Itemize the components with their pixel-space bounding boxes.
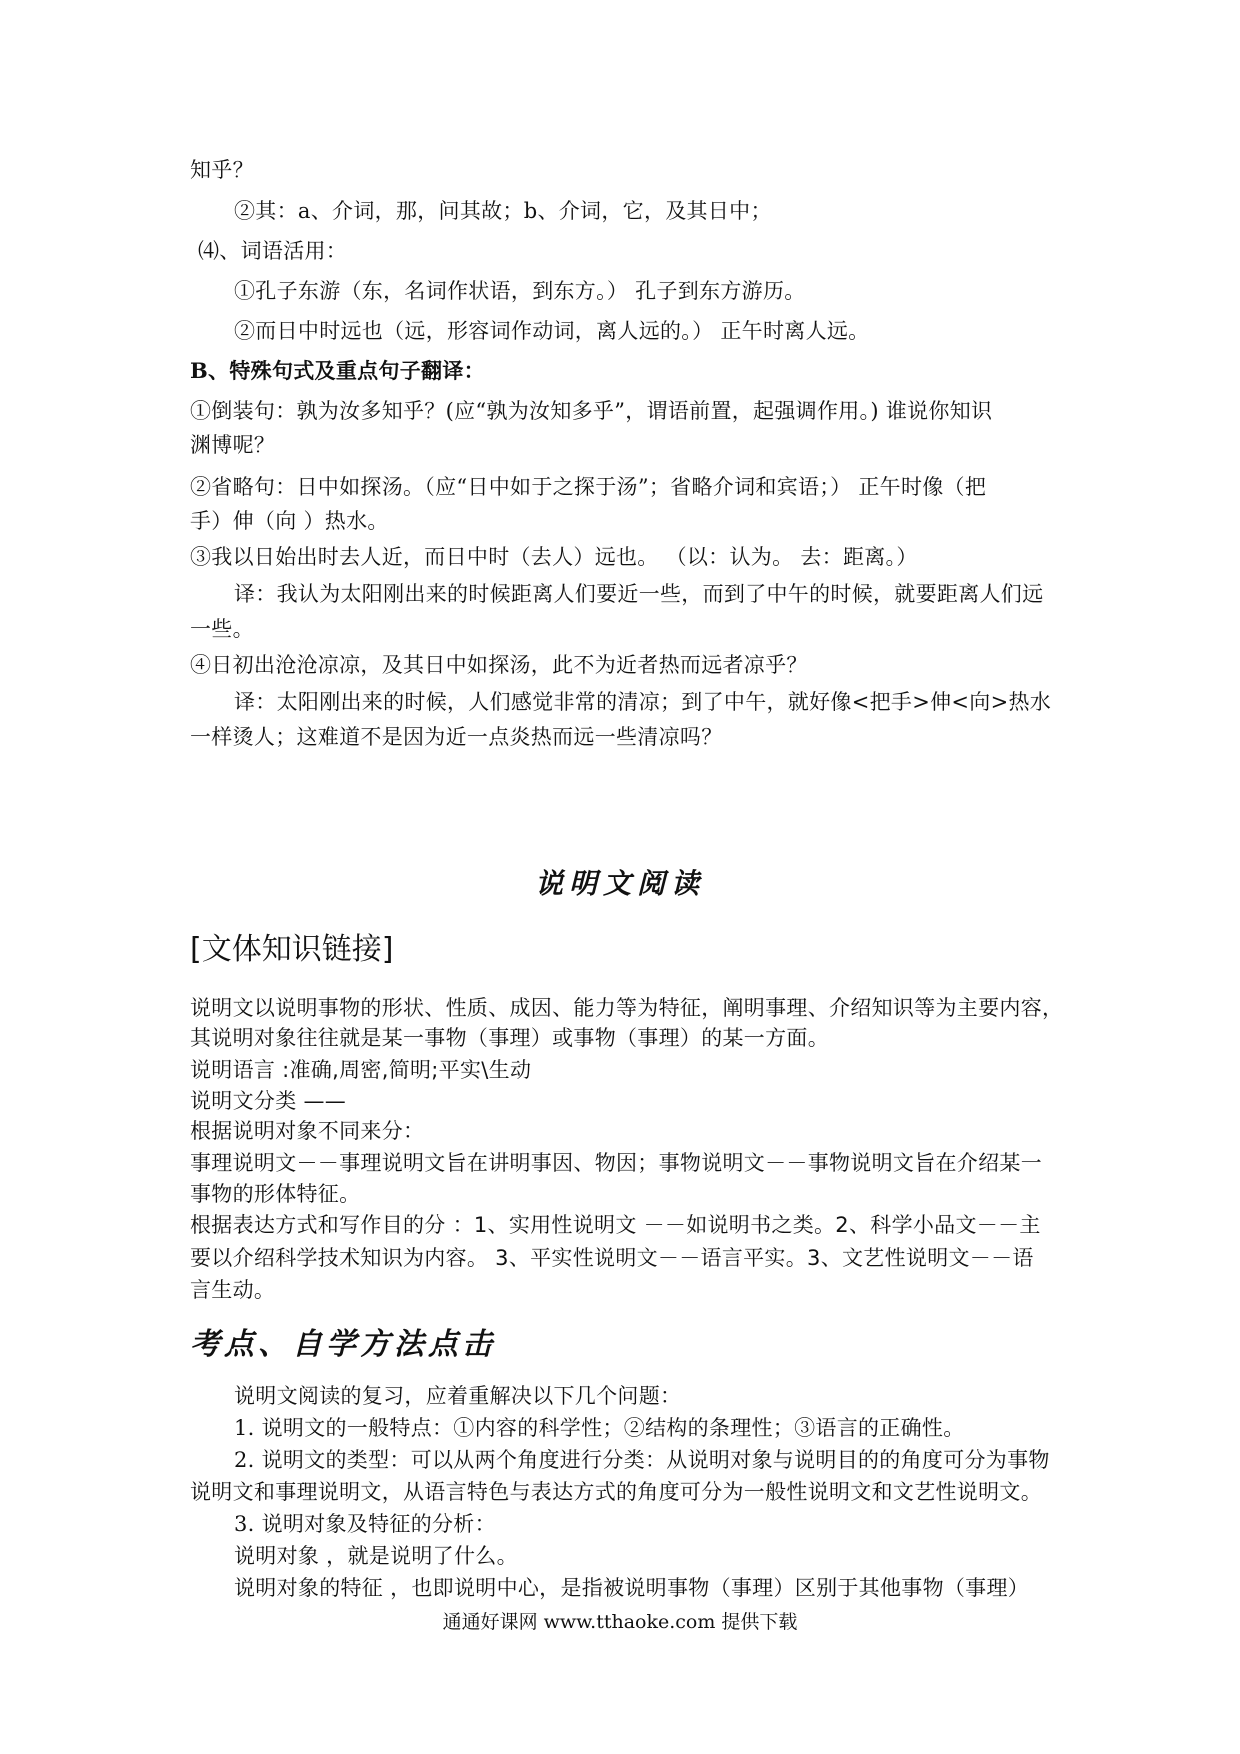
text-line: ④日初出沧沧凉凉，及其日中如探汤，此不为近者热而远者凉乎？ (190, 653, 808, 677)
text-line: 说明语言 :准确,周密,简明;平实\生动 (190, 1058, 532, 1082)
section-heading: [文体知识链接] (190, 932, 394, 967)
text-line: ①孔子东游（东，名词作状语，到东方。） 孔子到东方游历。 (234, 279, 806, 303)
text-line: 根据表达方式和写作目的分 ：1、实用性说明文 －－如说明书之类。2、科学小品文－－主 (190, 1213, 1041, 1237)
text-line: ②其：a、介词，那，问其故；b、介词，它，及其日中； (234, 199, 772, 223)
text-line: 一样烫人；这难道不是因为近一点炎热而远一些清凉吗？ (190, 725, 723, 749)
text-line: ②省略句：日中如探汤。（应“日中如于之探于汤”；省略介词和宾语；） 正午时像（把 (190, 475, 987, 499)
text-line: 一些。 (190, 617, 254, 641)
page-footer: 通通好课网 www.tthaoke.com 提供下载 (442, 1611, 798, 1633)
text-line: 根据说明对象不同来分： (190, 1119, 425, 1143)
text-line: 其说明对象往往就是某一事物（事理）或事物（事理）的某一方面。 (190, 1026, 829, 1050)
text-line: 知乎？ (190, 158, 254, 182)
text-line: 3. 说明对象及特征的分析： (234, 1512, 496, 1536)
text-line: 说明对象的特征 ，也即说明中心，是指被说明事物（事理）区别于其他事物（事理） (234, 1576, 1030, 1600)
text-line: 说明文和事理说明文，从语言特色与表达方式的角度可分为一般性说明文和文艺性说明文。 (190, 1480, 1042, 1504)
subheading: B、特殊句式及重点句子翻译： (190, 358, 485, 383)
text-line: 说明对象 ，就是说明了什么。 (234, 1544, 518, 1568)
text-line: 说明文阅读的复习，应着重解决以下几个问题： (234, 1384, 682, 1408)
text-line: 2. 说明文的类型：可以从两个角度进行分类：从说明对象与说明目的的角度可分为事物 (234, 1448, 1050, 1472)
text-line: 手）伸（向 ）热水。 (190, 509, 389, 533)
text-line: 译：我认为太阳刚出来的时候距离人们要近一些，而到了中午的时候，就要距离人们远 (234, 582, 1044, 606)
text-line: 言生动。 (190, 1278, 276, 1302)
text-line: 渊博呢？ (190, 433, 276, 457)
text-line: 译：太阳刚出来的时候，人们感觉非常的清凉；到了中午，就好像<把手>伸<向>热水 (234, 690, 1052, 714)
text-line: 说明文以说明事物的形状、性质、成因、能力等为特征，阐明事理、介绍知识等为主要内容， (190, 996, 1064, 1020)
text-line: ②而日中时远也（远，形容词作动词，离人远的。） 正午时离人远。 (234, 319, 870, 343)
text-line: 1. 说明文的一般特点：①内容的科学性；②结构的条理性；③语言的正确性。 (234, 1416, 965, 1440)
text-line: 说明文分类 —— (190, 1089, 347, 1113)
text-line: ①倒装句：孰为汝多知乎？(应“孰为汝知多乎”，谓语前置，起强调作用。) 谁说你知识 (190, 399, 993, 423)
section-heading: 考点、自学方法点击 (190, 1327, 496, 1362)
text-line: 事理说明文－－事理说明文旨在讲明事因、物因；事物说明文－－事物说明文旨在介绍某一 (190, 1151, 1042, 1175)
text-line: ⑷、词语活用： (198, 239, 348, 263)
text-line: ③我以日始出时去人近，而日中时（去人）远也。 （以：认为。 去：距离。） (190, 545, 918, 569)
page-title: 说明文阅读 (534, 867, 705, 900)
text-line: 要以介绍科学技术知识为内容。 3、平实性说明文－－语言平实。3、文艺性说明文－－语 (190, 1246, 1034, 1270)
text-line: 事物的形体特征。 (190, 1182, 361, 1206)
